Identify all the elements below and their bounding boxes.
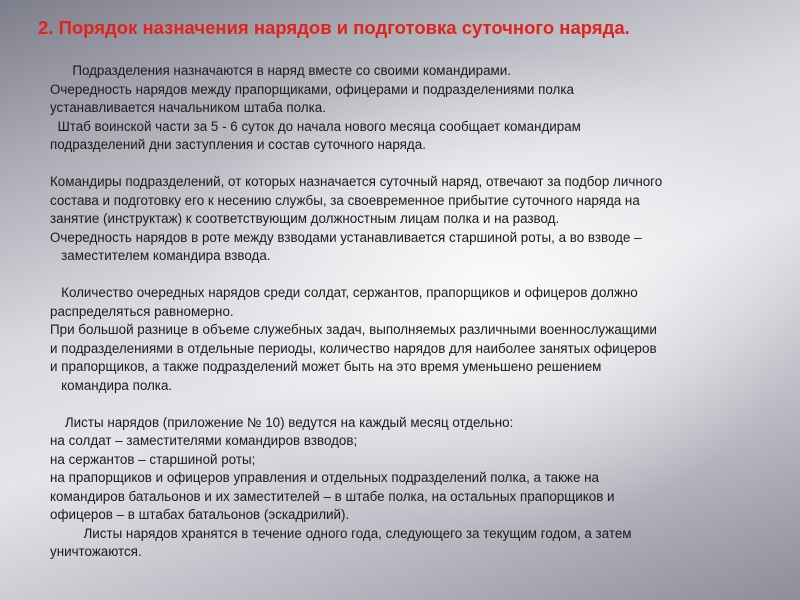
text-line: Листы нарядов хранятся в течение одного года, следующего за текущим годом, а затем (50, 525, 632, 541)
text-line: на прапорщиков и офицеров управления и отдельных подразделений полка, а также на (50, 470, 599, 485)
text-line: Очередность нарядов в роте между взводами устанавливается старшиной роты, а во взводе – (50, 229, 642, 245)
text-line: Командиры подразделений, от которых назначается суточный наряд, отвечают за подбор личного (50, 174, 663, 189)
text-line: устанавливается начальником штаба полка. (50, 100, 326, 115)
text-line: занятие (инструктаж) к соответствующим должностным лицам полка и на развод. (50, 211, 560, 226)
text-line: уничтожаются. (50, 544, 142, 559)
text-line: офицеров – в штабах батальонов (эскадрилий). (50, 507, 350, 522)
text-line: состава и подготовку его к несению службы, за своевременное прибытие суточного наряда на (50, 192, 640, 208)
text-line: командиров батальонов и их заместителей – в штабе полка, на остальных прапорщиков и (50, 488, 615, 504)
paragraph-gap (50, 155, 780, 174)
slide-body-text (50, 62, 780, 562)
text-line: Штаб воинской части за 5 - 6 суток до начала нового месяца сообщает командирам (50, 118, 581, 134)
text-line: на солдат – заместителями командиров взводов; (50, 433, 358, 448)
text-line: Листы нарядов (приложение № 10) ведутся на каждый месяц отдельно: (50, 414, 514, 430)
text-line: заместителем командира взвода. (50, 248, 271, 263)
text-line: Количество очередных нарядов среди солдат, сержантов, прапорщиков и офицеров должно (50, 285, 638, 300)
text-line: распределяться равномерно. (50, 303, 234, 319)
text-line: При большой разнице в объеме служебных задач, выполняемых различными военнослужащими (50, 322, 657, 337)
text-line: командира полка. (50, 377, 173, 393)
text-line: Подразделения назначаются в наряд вместе со своими командирами. (50, 63, 511, 78)
paragraph-gap (50, 395, 780, 414)
paragraph-gap (50, 266, 780, 285)
text-line: на сержантов – старшиной роты; (50, 451, 256, 467)
text-line: и подразделениями в отдельные периоды, количество нарядов для наиболее занятых офицеров (50, 340, 657, 356)
text-line: и прапорщиков, а также подразделений может быть на это время уменьшено решением (50, 359, 602, 374)
slide-title: 2. Порядок назначения нарядов и подготовка суточного наряда. (38, 17, 630, 38)
text-line: подразделений дни заступления и состав суточного наряда. (50, 137, 426, 152)
text-line: Очередность нарядов между прапорщиками, офицерами и подразделениями полка (50, 81, 574, 97)
